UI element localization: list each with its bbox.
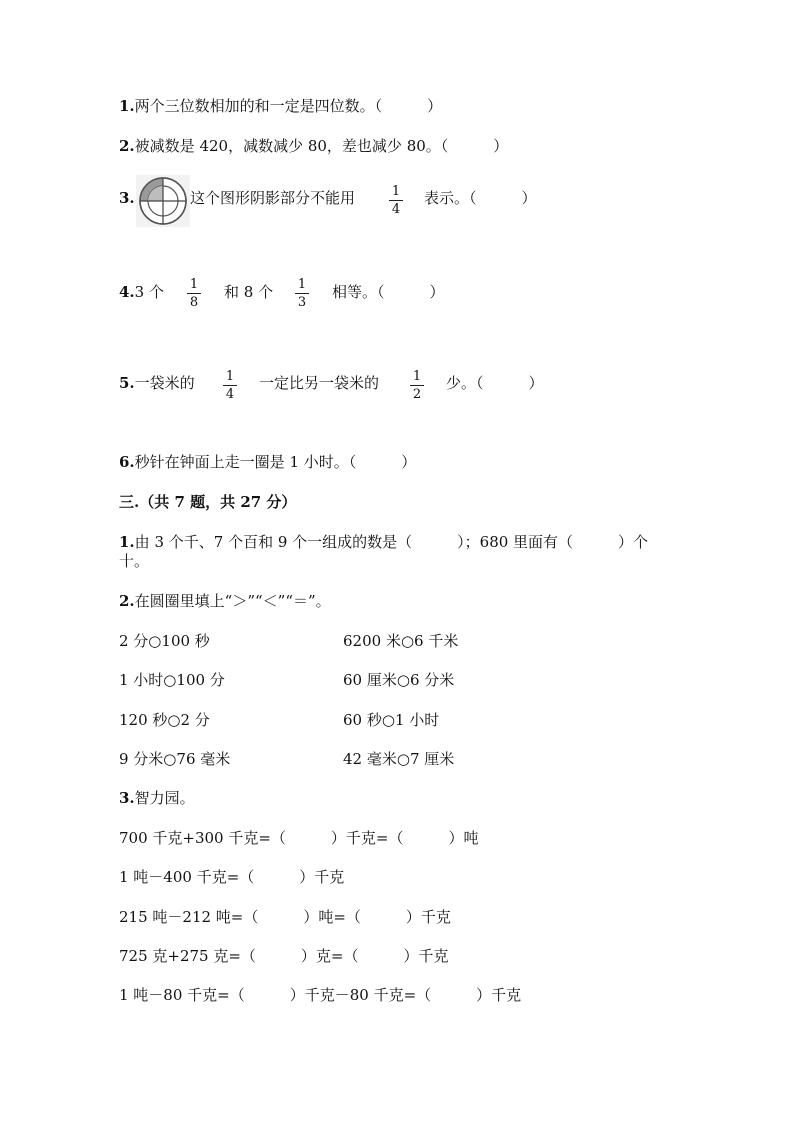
fraction-one-quarter: $\frac{1}{4}$ bbox=[223, 370, 237, 402]
question-1 bbox=[119, 96, 442, 116]
unit-conversion-item: 700 千克+300 千克=（ ）千克=（ ）吨 bbox=[119, 829, 479, 847]
fill-question-1-line2: 十。 bbox=[119, 552, 150, 570]
question-5-text-b: 一定比另一袋米的 bbox=[259, 374, 380, 392]
compare-item: 60 厘米○6 分米 bbox=[343, 671, 455, 689]
question-6: 6.秒针在钟面上走一圈是 1 小时。（ ） bbox=[119, 453, 417, 471]
question-4-text-c: 相等。（ ） bbox=[332, 283, 445, 301]
question-3-text-b: 表示。（ ） bbox=[424, 189, 537, 207]
compare-item: 2 分○100 秒 bbox=[119, 632, 210, 650]
compare-item: 1 小时○100 分 bbox=[119, 671, 225, 689]
fill-question-3-title: 3.智力园。 bbox=[119, 789, 195, 807]
fraction-one-eighth: $\frac{1}{8}$ bbox=[187, 278, 201, 310]
question-5: 5.一袋米的 bbox=[119, 374, 195, 392]
unit-conversion-item: 1 吨－80 千克=（ ）千克－80 千克=（ ）千克 bbox=[119, 986, 522, 1004]
question-4-text-b: 和 8 个 bbox=[224, 283, 274, 301]
compare-item: 60 秒○1 小时 bbox=[343, 711, 440, 729]
unit-conversion-item: 725 克+275 克=（ ）克=（ ）千克 bbox=[119, 947, 449, 965]
compare-item: 42 毫米○7 厘米 bbox=[343, 750, 455, 768]
fill-question-2-title: 2.在圆圈里填上“＞”“＜”“＝”。 bbox=[119, 592, 331, 610]
question-text: 被减数是 420，减数减少 80，差也减少 80。（ ） bbox=[134, 137, 509, 155]
fill-question-1-line1: 1.由 3 个千、7 个百和 9 个一组成的数是（ ）；680 里面有（ ）个 bbox=[119, 533, 649, 551]
compare-item: 6200 米○6 千米 bbox=[343, 632, 459, 650]
question-number: 1. bbox=[119, 97, 135, 115]
fraction-one-half: $\frac{1}{2}$ bbox=[410, 370, 424, 402]
unit-conversion-item: 215 吨－212 吨=（ ）吨=（ ）千克 bbox=[119, 908, 451, 926]
compare-item: 9 分米○76 毫米 bbox=[119, 750, 231, 768]
question-4: 4.3 个 bbox=[119, 283, 164, 301]
unit-conversion-item: 1 吨－400 千克=（ ）千克 bbox=[119, 868, 345, 886]
fraction-one-third: $\frac{1}{3}$ bbox=[295, 278, 309, 310]
fraction-one-quarter: $\frac{1}{4}$ bbox=[389, 185, 403, 217]
question-5-text-c: 少。（ ） bbox=[446, 374, 544, 392]
question-3-text-a: 这个图形阴影部分不能用 bbox=[190, 189, 356, 207]
section-heading: 三.（共 7 题，共 27 分） bbox=[119, 493, 297, 511]
question-2 bbox=[119, 136, 508, 156]
compare-item: 120 秒○2 分 bbox=[119, 711, 210, 729]
question-number: 2. bbox=[119, 137, 135, 155]
question-text: 两个三位数相加的和一定是四位数。（ ） bbox=[134, 97, 443, 115]
question-3-number: 3. bbox=[119, 189, 135, 207]
quartered-circle-figure bbox=[136, 175, 190, 227]
